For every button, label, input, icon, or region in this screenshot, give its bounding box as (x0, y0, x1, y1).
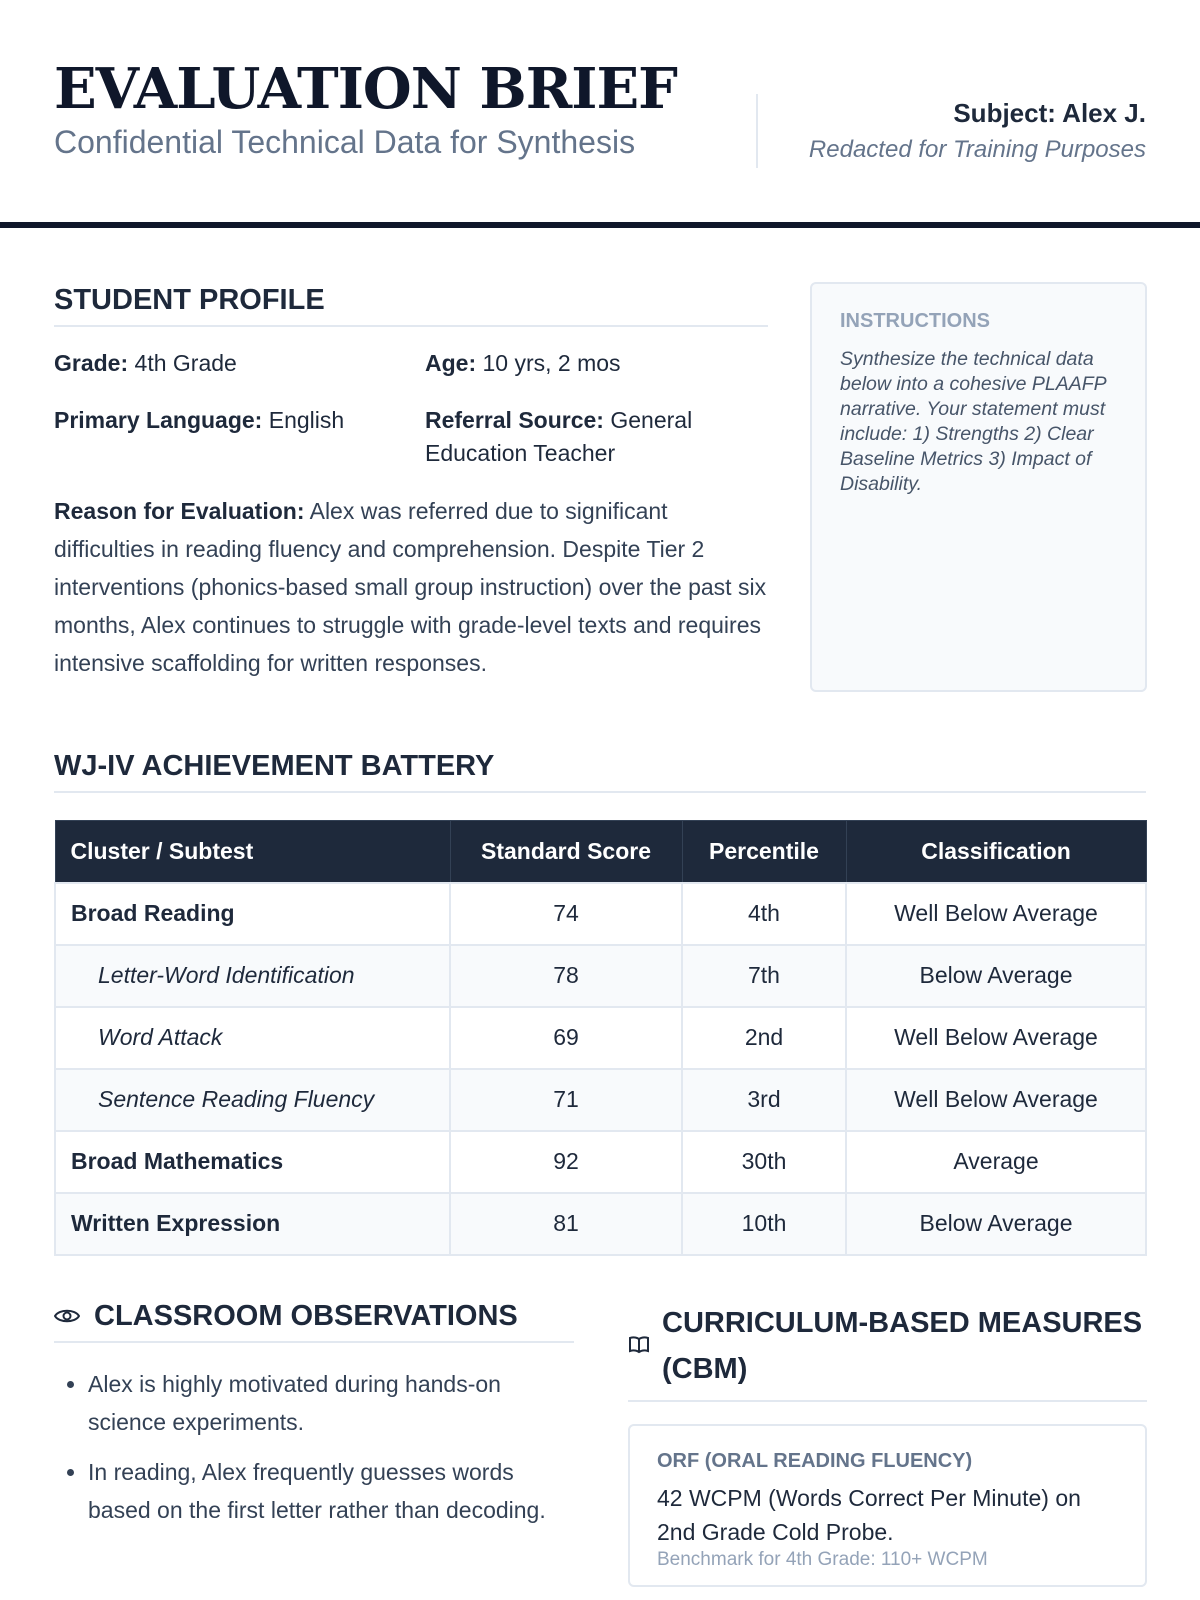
column-header: Classification (846, 821, 1146, 883)
scores-table (54, 820, 1147, 1256)
language-field: Primary Language: English (54, 407, 345, 433)
standard-score-cell: 71 (450, 1069, 682, 1131)
section-heading: WJ-IV ACHIEVEMENT BATTERY (54, 750, 1146, 793)
eye-icon (54, 1300, 80, 1333)
standard-score-cell: 81 (450, 1193, 682, 1255)
section-heading: CLASSROOM OBSERVATIONS (94, 1300, 518, 1332)
orf-card (628, 1424, 1147, 1587)
classification-cell: Well Below Average (846, 1069, 1146, 1131)
orf-benchmark: Benchmark for 4th Grade: 110+ WCPM (657, 1549, 988, 1570)
classification-cell: Below Average (846, 1193, 1146, 1255)
classification-cell: Well Below Average (846, 883, 1146, 945)
column-header: Standard Score (450, 821, 682, 883)
percentile-cell: 7th (682, 945, 846, 1007)
classification-cell: Average (846, 1131, 1146, 1193)
standard-score-cell: 78 (450, 945, 682, 1007)
name-cell: Broad Mathematics (55, 1131, 450, 1193)
classroom-observations (54, 1300, 574, 1541)
wj-section (54, 750, 1146, 793)
column-header: Percentile (682, 821, 846, 883)
standard-score-cell: 69 (450, 1007, 682, 1069)
name-cell: Letter-Word Identification (55, 945, 450, 1007)
cbm-section (628, 1300, 1147, 1587)
standard-score-cell: 74 (450, 883, 682, 945)
instructions-box (810, 282, 1147, 692)
list-item: • In reading, Alex frequently guesses words based on the first letter rather than decoding. (88, 1453, 574, 1529)
instructions-label: INSTRUCTIONS (840, 310, 990, 332)
table-row (55, 1007, 1146, 1069)
list-item: • Alex is highly motivated during hands-on science experiments. (88, 1365, 574, 1441)
book-icon (628, 1323, 650, 1369)
name-cell: Sentence Reading Fluency (55, 1069, 450, 1131)
divider (756, 94, 758, 168)
table-row (55, 1193, 1146, 1255)
redacted-note: Redacted for Training Purposes (808, 136, 1146, 163)
section-heading: CURRICULUM-BASED MEASURES (CBM) (662, 1307, 1143, 1385)
header (0, 0, 1200, 228)
classification-cell: Well Below Average (846, 1007, 1146, 1069)
orf-label: ORF (ORAL READING FLUENCY) (657, 1450, 973, 1472)
table-row (55, 1131, 1146, 1193)
orf-value: 42 WCPM (Words Correct Per Minute) on 2nd Grade Cold Probe. (657, 1485, 1081, 1545)
section-heading: STUDENT PROFILE (54, 284, 768, 327)
standard-score-cell: 92 (450, 1131, 682, 1193)
table-row (55, 945, 1146, 1007)
page-subtitle: Confidential Technical Data for Synthesis (54, 124, 636, 160)
page-title: EVALUATION BRIEF (54, 56, 677, 122)
percentile-cell: 2nd (682, 1007, 846, 1069)
percentile-cell: 3rd (682, 1069, 846, 1131)
subject: Subject: Alex J. (953, 98, 1146, 128)
instructions-text: Synthesize the technical data below into a cohesive PLAAFP narrative. Your statement must include: 1) Strengths 2) Clear Baseline Metrics 3) Impact of Disability. (840, 348, 1106, 495)
grade-field: Grade: 4th Grade (54, 350, 237, 376)
student-profile (54, 284, 768, 682)
name-cell: Broad Reading (55, 883, 450, 945)
column-header: Cluster / Subtest (55, 821, 450, 883)
referral-field: Referral Source: General Education Teacher (425, 407, 693, 466)
classification-cell: Below Average (846, 945, 1146, 1007)
percentile-cell: 30th (682, 1131, 846, 1193)
name-cell: Word Attack (55, 1007, 450, 1069)
percentile-cell: 4th (682, 883, 846, 945)
table-row (55, 1069, 1146, 1131)
table-row (55, 883, 1146, 945)
reason-for-evaluation: Reason for Evaluation: Alex was referred due to significant difficulties in reading fluency and comprehension. Despite Tier 2 interventions (phonics-based small group instruction) over the past six months, Alex continues to struggle with grade-level texts and requires intensive scaffolding for written responses. (54, 498, 767, 676)
name-cell: Written Expression (55, 1193, 450, 1255)
percentile-cell: 10th (682, 1193, 846, 1255)
age-field: Age: 10 yrs, 2 mos (425, 350, 621, 376)
